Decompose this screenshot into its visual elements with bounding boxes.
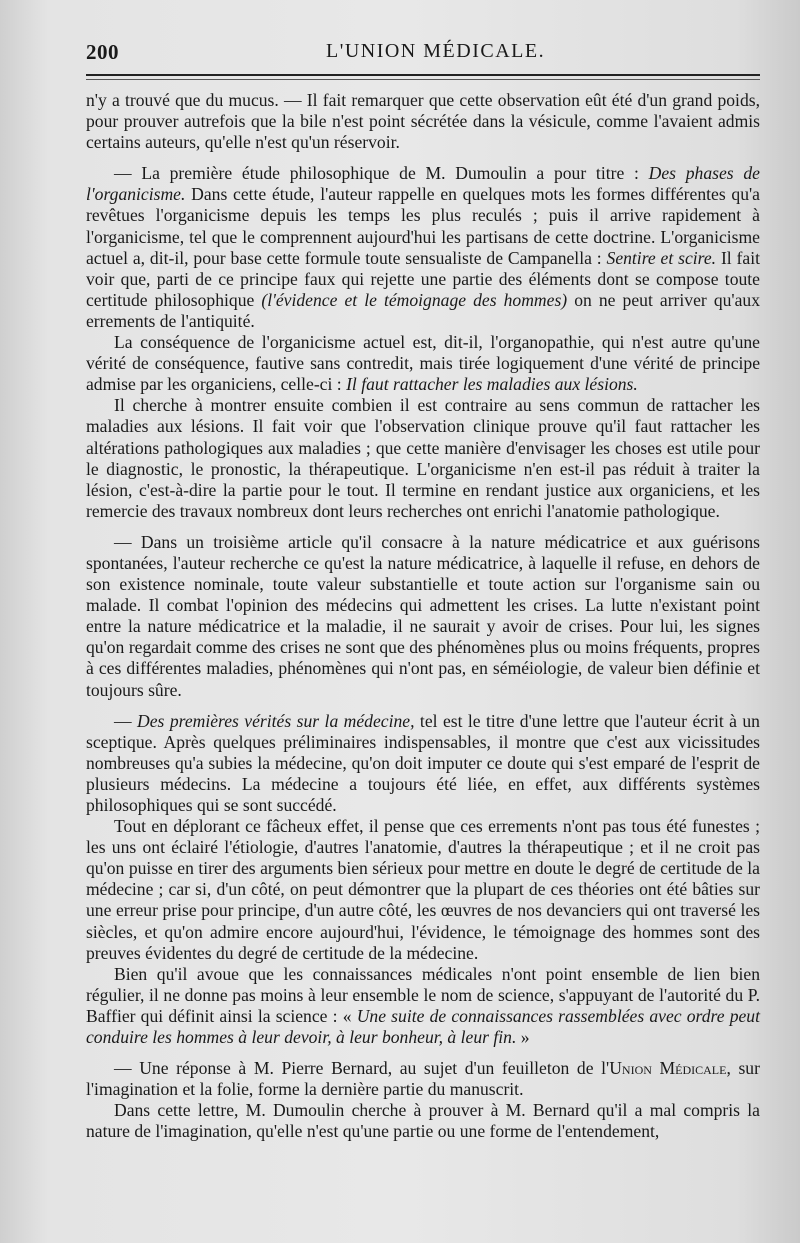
italic-text: Une suite de connaissances rassemblées avec ordre peut conduire les hommes à leur devoir, à leur bonheur, à leur fin. bbox=[86, 1005, 760, 1048]
text-run: — La première étude philosophique de M. Dumoulin a pour titre : bbox=[114, 163, 649, 184]
text-run: , sur l'imagination et la folie, forme la dernière partie du manuscrit. bbox=[86, 1058, 760, 1100]
paragraph-p6 bbox=[86, 711, 760, 816]
small-caps-text: Union Médicale bbox=[609, 1058, 727, 1079]
italic-text: Des premières vérités sur la médecine, bbox=[137, 710, 415, 731]
italic-text: Sentire et scire. bbox=[606, 247, 717, 268]
text-run: La conséquence de l'organicisme actuel est, dit-il, l'organopathie, qui n'est autre qu'une vérité de conséquence, fautive sans contredit, mais tirée logiquement d'une vérité de principe admise par les organiciens, celle-ci : bbox=[86, 332, 760, 395]
text-run: — bbox=[114, 710, 138, 731]
page-number: 200 bbox=[86, 40, 119, 64]
paragraph-p9 bbox=[86, 1058, 760, 1100]
paragraph-p8 bbox=[86, 964, 760, 1048]
paragraph-p2 bbox=[86, 163, 760, 332]
text-run: tel est le titre d'une lettre que l'auteur écrit à un sceptique. Après quelques préliminaires indispensables, il montre que c'est aux vicissitudes nombreuses qu'a subies la médecine, qu'on doit imputer ce doute qui s'est emparé de l'esprit de plusieurs médecins. La médecine a toujours été liée, en effet, aux différents systèmes philosophiques qui se sont succédé. bbox=[86, 710, 760, 815]
text-run: Dans cette lettre, M. Dumoulin cherche à prouver à M. Bernard qu'il a mal compris la nature de l'imagination, qu'elle n'est qu'une partie ou une forme de l'entendement, bbox=[86, 1100, 760, 1142]
body-text bbox=[86, 90, 760, 1143]
paragraph-p4 bbox=[86, 395, 760, 522]
paragraph-p3 bbox=[86, 332, 760, 395]
paragraph-p1 bbox=[86, 90, 760, 153]
italic-text: Des phases de l'organicisme. bbox=[86, 163, 760, 205]
text-run: Dans cette étude, l'auteur rappelle en quelques mots les formes différentes qu'a revêtues l'organicisme depuis les temps les plus reculés ; puis il arrive rapidement à l'organicisme, tel que le comprennent aujourd'hui les partisans de cette doctrine. L'organicisme actuel a, dit-il, pour base cette formule toute sensualiste de Campanella : bbox=[86, 184, 760, 268]
text-run: Tout en déplorant ce fâcheux effet, il pense que ces errements n'ont pas tous été funestes ; les uns ont éclairé l'étiologie, d'autres l'anatomie, d'autres la thérapeutique ; et il ne croit pas qu'on puisse en tirer des arguments bien sérieux pour mettre en doute le degré de certitude de la médecine ; car si, d'un côté, on peut démontrer que la plupart de ces théories ont été bâties sur une erreur prise pour principe, d'un autre côté, les œuvres de nos devanciers qui ont traversé les siècles, et qu'on admire encore aujourd'hui, l'évidence, le témoignage des hommes sont des preuves évidentes du degré de certitude de la médecine. bbox=[86, 816, 760, 963]
paragraph-p5 bbox=[86, 532, 760, 701]
text-run: Bien qu'il avoue que les connaissances médicales n'ont point ensemble de lien bien régulier, il ne donne pas moins à leur ensemble le nom de science, s'appuyant de l'autorité du P. Baffier qui définit ainsi la science : « bbox=[86, 963, 760, 1026]
text-run: » bbox=[516, 1027, 530, 1048]
text-run: — Une réponse à M. Pierre Bernard, au sujet d'un feuilleton de l' bbox=[114, 1058, 610, 1079]
text-run: Il cherche à montrer ensuite combien il est contraire au sens commun de rattacher les maladies aux lésions. Il fait voir que l'observation clinique prouve qu'il faut rattacher les altérations pathologiques aux maladies ; que cette manière d'envisager les choses est utile pour le diagnostic, le pronostic, la thérapeutique. L'organicisme n'en est-il pas réduit à traiter la lésion, c'est-à-dire la partie pour le tout. Il termine en rendant justice aux organiciens, et les remercie des travaux nombreux dont leurs recherches ont enrichi l'anatomie pathologique. bbox=[86, 395, 760, 521]
paragraph-p7 bbox=[86, 816, 760, 964]
text-run: — Dans un troisième article qu'il consacre à la nature médicatrice et aux guérisons spontanées, l'auteur recherche ce qu'est la nature médicatrice, à laquelle il refuse, en dehors de son existence nominale, toute valeur substantielle et toute action sur l'organisme sain ou malade. Il combat l'opinion des médecins qui admettent les crises. La lutte n'existant point entre la nature médicatrice et la maladie, il ne saurait y avoir de crises. Pour lui, les signes qu'on regardait comme des crises ne sont que des phénomènes plus ou moins fréquents, propres à ces différentes maladies, phénomènes qui n'ont pas, en séméiologie, de valeur bien définie et toujours sûre. bbox=[86, 531, 760, 700]
italic-text: (l'évidence et le témoignage des hommes) bbox=[261, 289, 568, 310]
running-head: L'UNION MÉDICALE. bbox=[326, 40, 546, 62]
header-rule bbox=[86, 79, 760, 80]
paragraph-p10 bbox=[86, 1100, 760, 1142]
text-run: on ne peut arriver qu'aux errements de l'antiquité. bbox=[86, 289, 760, 331]
page-header bbox=[86, 0, 760, 76]
text-run: Il fait voir que, parti de ce principe faux qui rejette une partie des éléments dont se compose toute certitude philosophique bbox=[86, 247, 760, 310]
text-run: n'y a trouvé que du mucus. — Il fait remarquer que cette observation eût été d'un grand poids, pour prouver autrefois que la bile n'est point sécrétée dans la vésicule, comme l'avaient admis certains auteurs, qu'elle n'est qu'un réservoir. bbox=[86, 90, 760, 153]
italic-text: Il faut rattacher les maladies aux lésions. bbox=[346, 374, 638, 395]
